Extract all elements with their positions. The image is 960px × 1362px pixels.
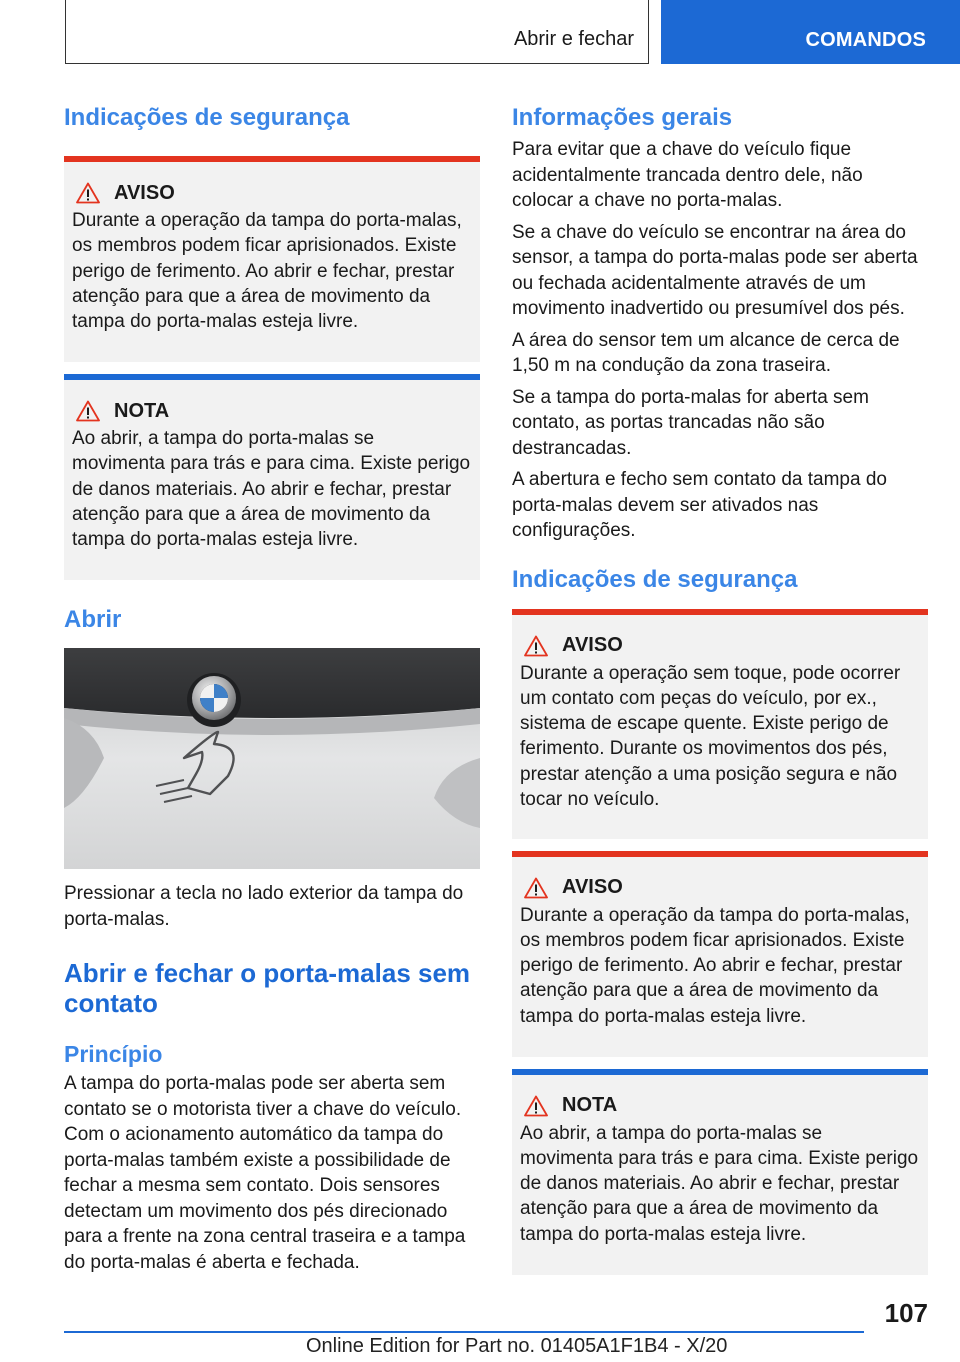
header-section-tab xyxy=(65,0,649,64)
general-paragraph: A abertura e fecho sem contato da tampa do porta-malas devem ser ativados nas configurações. xyxy=(512,469,887,541)
note-text: Ao abrir, a tampa do porta-malas se movimenta para trás e para cima. Existe perigo de danos materiais. Ao abrir e fechar, prestar atenção para que a área de movimento da tampa do porta-malas esteja livre. xyxy=(72,428,471,551)
principle-text: A tampa do porta-malas pode ser aberta sem contato se o motorista tiver a chave do veículo. Com o acionamento automático da tampa do porta-malas também existe a possibilidade de fechar a mesma sem contato. Dois sensores detectam um movimento dos pés direcionado para a frente na zona central traseira e a tampa do porta-malas é aberta e fechada. xyxy=(64,1073,466,1273)
header-chapter-tab xyxy=(661,0,960,64)
principle-heading: Princípio xyxy=(64,1041,163,1067)
trunk-button-photo xyxy=(64,648,480,869)
general-paragraph: Se a chave do veículo se encontrar na área do sensor, a tampa do porta-malas pode ser aberta ou fechada acidentalmente através de um movimento inadvertido ou presumível dos pés. xyxy=(512,221,918,319)
note-box xyxy=(64,374,480,580)
warning-triangle-icon xyxy=(524,1095,548,1117)
note-text: Ao abrir, a tampa do porta-malas se movimenta para trás e para cima. Existe perigo de danos materiais. Ao abrir e fechar, prestar atenção para que a área de movimento da tampa do porta-malas esteja livre. xyxy=(520,1122,919,1245)
trunk-button-illustration xyxy=(64,648,480,869)
warning-label: AVISO xyxy=(562,634,623,656)
safety-heading-left: Indicações de segurança xyxy=(64,104,350,131)
header-chapter-title: COMANDOS xyxy=(805,29,926,51)
warning-triangle-icon xyxy=(76,400,100,422)
footer-edition: Online Edition for Part no. 01405A1F1B4 - X/20 xyxy=(306,1335,728,1357)
warning-text: Durante a operação da tampa do porta-malas, os membros podem ficar aprisionados. Existe perigo de ferimento. Ao abrir e fechar, prestar atenção para que a área de movimento da tampa do porta-malas esteja livre. xyxy=(520,904,910,1027)
warning-triangle-icon xyxy=(76,182,100,204)
open-caption: Pressionar a tecla no lado exterior da tampa do porta-malas. xyxy=(64,883,464,930)
note-box xyxy=(512,1069,928,1275)
footer-rule xyxy=(64,1331,864,1333)
warning-label: AVISO xyxy=(562,876,623,898)
warning-box xyxy=(64,156,480,362)
general-paragraph: Para evitar que a chave do veículo fique acidentalmente trancada dentro dele, não colocar a chave no porta-malas. xyxy=(512,139,863,211)
general-info-heading: Informações gerais xyxy=(512,104,733,131)
warning-text: Durante a operação da tampa do porta-malas, os membros podem ficar aprisionados. Existe perigo de ferimento. Ao abrir e fechar, prestar atenção para que a área de movimento da tampa do porta-malas esteja livre. xyxy=(72,210,462,333)
note-label: NOTA xyxy=(114,399,170,422)
warning-label: AVISO xyxy=(114,181,175,204)
warning-triangle-icon xyxy=(524,635,548,657)
safety-heading-right: Indicações de segurança xyxy=(512,565,798,593)
warning-box xyxy=(512,609,928,839)
warning-text: Durante a operação sem toque, pode ocorrer um contato com peças do veículo, por ex., sistema de escape quente. Existe perigo de ferimento. Durante os movimentos dos pés, prestar atenção a uma posição segura e não tocar no veículo. xyxy=(520,662,901,810)
contactless-heading: Abrir e fechar o porta-malas sem contato xyxy=(64,958,471,1018)
page-number: 107 xyxy=(884,1298,928,1328)
header-section-title: Abrir e fechar xyxy=(513,28,634,50)
open-heading: Abrir xyxy=(64,606,122,633)
general-paragraph: A área do sensor tem um alcance de cerca de 1,50 m na condução da zona traseira. xyxy=(512,329,900,376)
general-paragraph: Se a tampa do porta-malas for aberta sem contato, as portas trancadas não são destrancadas. xyxy=(512,386,869,459)
warning-triangle-icon xyxy=(524,877,548,899)
left-column xyxy=(64,100,480,1275)
note-label: NOTA xyxy=(562,1094,618,1116)
warning-box xyxy=(512,851,928,1057)
right-column xyxy=(512,100,928,1275)
